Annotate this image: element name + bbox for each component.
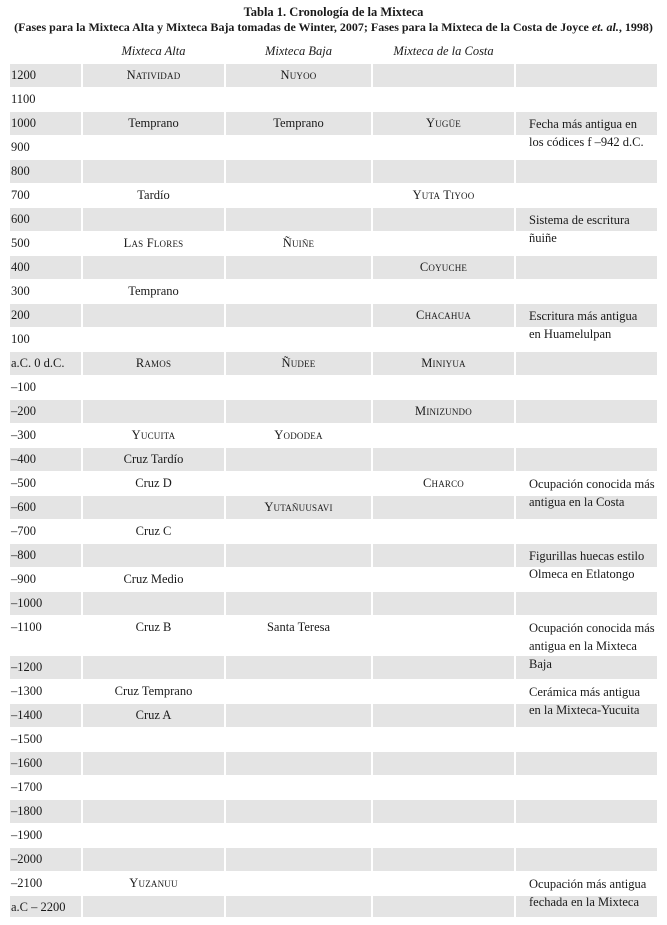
- year-cell: [10, 896, 81, 918]
- year-cell-text: –1200: [11, 660, 43, 674]
- mixteca-alta-cell: [83, 728, 224, 752]
- table-row: [10, 184, 657, 208]
- mixteca-costa-cell: [373, 496, 514, 520]
- mixteca-baja-cell: [226, 304, 371, 328]
- year-cell-text: 900: [11, 140, 30, 154]
- mixteca-baja-cell: [226, 680, 371, 704]
- mixteca-baja-cell-text: Temprano: [273, 116, 324, 130]
- mixteca-alta-cell: [83, 376, 224, 400]
- mixteca-costa-cell: [373, 424, 514, 448]
- table-row: [10, 800, 657, 824]
- mixteca-costa-cell: [373, 88, 514, 112]
- note-text: [529, 683, 661, 719]
- year-cell: [10, 848, 81, 872]
- year-cell: [10, 544, 81, 568]
- table-row: [10, 752, 657, 776]
- note-cell: [516, 752, 657, 776]
- year-cell: [10, 280, 81, 304]
- note-line: Escritura más antigua: [529, 309, 638, 323]
- mixteca-costa-cell: [373, 256, 514, 280]
- note-line: antigua en la Mixteca: [529, 639, 637, 653]
- year-cell: [10, 64, 81, 88]
- mixteca-costa-cell: [373, 544, 514, 568]
- year-cell: [10, 800, 81, 824]
- mixteca-baja-cell: [226, 544, 371, 568]
- mixteca-alta-cell: [83, 872, 224, 896]
- mixteca-costa-cell: [373, 752, 514, 776]
- mixteca-alta-cell-text: Cruz C: [135, 524, 172, 538]
- note-cell: [516, 776, 657, 800]
- year-cell-text: 100: [11, 332, 30, 346]
- year-cell: [10, 872, 81, 896]
- subtitle-pre: (Fases para la Mixteca Alta y Mixteca Baja tomadas de Winter, 2007; Fases para la Mixteca de la Costa de Joyce: [14, 20, 592, 34]
- mixteca-alta-cell-text: Ramos: [135, 356, 172, 370]
- note-cell: [516, 728, 657, 752]
- mixteca-baja-cell: [226, 376, 371, 400]
- note-text: [529, 547, 661, 583]
- year-cell-text: –1500: [11, 732, 43, 746]
- year-cell-text: 700: [11, 188, 30, 202]
- year-cell-text: –2100: [11, 876, 43, 890]
- year-cell: [10, 352, 81, 376]
- note-cell: [516, 184, 657, 208]
- mixteca-baja-cell-text: Yododea: [274, 428, 323, 442]
- year-cell: [10, 496, 81, 520]
- year-cell: [10, 256, 81, 280]
- year-cell-text: 400: [11, 260, 30, 274]
- note-line: Sistema de escritura: [529, 213, 630, 227]
- year-cell: [10, 160, 81, 184]
- mixteca-alta-cell: [83, 328, 224, 352]
- mixteca-alta-cell: [83, 752, 224, 776]
- mixteca-costa-cell: [373, 64, 514, 88]
- note-text: [529, 475, 661, 511]
- mixteca-costa-cell-text: Coyuche: [419, 260, 468, 274]
- table-row: [10, 824, 657, 848]
- note-cell: [516, 520, 657, 544]
- note-line: Baja: [529, 657, 552, 671]
- mixteca-alta-cell: [83, 680, 224, 704]
- mixteca-costa-cell: [373, 824, 514, 848]
- year-cell-text: –300: [11, 428, 36, 442]
- mixteca-baja-cell: [226, 64, 371, 88]
- mixteca-baja-cell: [226, 752, 371, 776]
- mixteca-costa-cell: [373, 848, 514, 872]
- note-line: los códices f –942 d.C.: [529, 135, 644, 149]
- year-cell: [10, 400, 81, 424]
- note-text: [529, 619, 661, 673]
- mixteca-costa-cell: [373, 728, 514, 752]
- mixteca-baja-cell: [226, 232, 371, 256]
- mixteca-costa-cell: [373, 376, 514, 400]
- mixteca-alta-cell-text: Yuzanuu: [129, 876, 178, 890]
- mixteca-alta-cell: [83, 136, 224, 160]
- mixteca-alta-cell: [83, 896, 224, 918]
- year-cell-text: a.C – 2200: [11, 900, 66, 914]
- year-cell-text: –1100: [11, 620, 42, 634]
- note-line: Fecha más antigua en: [529, 117, 637, 131]
- mixteca-costa-cell-text: Chacahua: [416, 308, 471, 322]
- mixteca-costa-cell-text: Yugüe: [425, 116, 462, 130]
- mixteca-baja-cell-text: Ñudee: [281, 356, 316, 370]
- year-cell-text: –1400: [11, 708, 43, 722]
- mixteca-costa-cell: [373, 352, 514, 376]
- mixteca-baja-cell: [226, 848, 371, 872]
- year-cell-text: 300: [11, 284, 30, 298]
- year-cell-text: –900: [11, 572, 36, 586]
- note-cell: [516, 352, 657, 376]
- mixteca-costa-cell: [373, 400, 514, 424]
- table-row: [10, 352, 657, 376]
- year-cell-text: 500: [11, 236, 30, 250]
- subtitle-italic: et. al.: [591, 20, 619, 34]
- mixteca-costa-cell: [373, 472, 514, 496]
- year-cell-text: –800: [11, 548, 36, 562]
- mixteca-alta-cell: [83, 824, 224, 848]
- note-line: en la Mixteca-Yucuita: [529, 703, 640, 717]
- table-row: [10, 424, 657, 448]
- mixteca-alta-cell: [83, 592, 224, 616]
- year-cell-text: a.C. 0 d.C.: [11, 356, 65, 370]
- mixteca-alta-cell: [83, 280, 224, 304]
- year-cell-text: –100: [11, 380, 36, 394]
- year-cell: [10, 472, 81, 496]
- mixteca-baja-cell: [226, 896, 371, 918]
- mixteca-baja-cell: [226, 256, 371, 280]
- year-cell: [10, 376, 81, 400]
- table-row: [10, 256, 657, 280]
- table-row: [10, 64, 657, 88]
- table-row: [10, 848, 657, 872]
- mixteca-alta-cell: [83, 776, 224, 800]
- year-cell: [10, 680, 81, 704]
- year-cell: [10, 824, 81, 848]
- year-cell: [10, 656, 81, 680]
- mixteca-baja-cell: [226, 112, 371, 136]
- note-text: [529, 115, 661, 151]
- year-cell: [10, 448, 81, 472]
- note-cell: [516, 376, 657, 400]
- mixteca-alta-cell: [83, 800, 224, 824]
- mixteca-baja-cell: [226, 160, 371, 184]
- mixteca-baja-cell: [226, 656, 371, 680]
- note-line: Cerámica más antigua: [529, 685, 641, 699]
- mixteca-alta-cell-text: Cruz B: [135, 620, 172, 634]
- mixteca-baja-cell: [226, 616, 371, 656]
- mixteca-costa-cell: [373, 136, 514, 160]
- mixteca-baja-cell-text: Yutañuusavi: [264, 500, 333, 514]
- year-cell-text: –200: [11, 404, 36, 418]
- note-line: Ocupación conocida más: [529, 477, 655, 491]
- mixteca-baja-cell: [226, 448, 371, 472]
- header-mixteca-baja: Mixteca Baja: [265, 44, 332, 58]
- year-cell: [10, 232, 81, 256]
- mixteca-baja-cell-text: Nuyoo: [280, 68, 317, 82]
- year-cell-text: 600: [11, 212, 30, 226]
- mixteca-baja-cell: [226, 208, 371, 232]
- mixteca-baja-cell: [226, 136, 371, 160]
- year-cell-text: –1300: [11, 684, 43, 698]
- mixteca-baja-cell: [226, 328, 371, 352]
- mixteca-alta-cell: [83, 352, 224, 376]
- mixteca-alta-cell-text: Temprano: [128, 284, 179, 298]
- mixteca-baja-cell: [226, 872, 371, 896]
- year-cell: [10, 568, 81, 592]
- mixteca-alta-cell-text: Cruz D: [135, 476, 172, 490]
- mixteca-alta-cell-text: Cruz Tardío: [123, 452, 184, 466]
- mixteca-costa-cell-text: Charco: [422, 476, 465, 490]
- note-cell: [516, 280, 657, 304]
- mixteca-alta-cell: [83, 184, 224, 208]
- mixteca-baja-cell: [226, 568, 371, 592]
- mixteca-alta-cell: [83, 208, 224, 232]
- table-row: [10, 160, 657, 184]
- mixteca-baja-cell: [226, 352, 371, 376]
- year-cell-text: –1000: [11, 596, 43, 610]
- year-cell: [10, 752, 81, 776]
- year-cell: [10, 424, 81, 448]
- note-line: en Huamelulpan: [529, 327, 612, 341]
- mixteca-alta-cell-text: Cruz Temprano: [114, 684, 193, 698]
- note-cell: [516, 592, 657, 616]
- mixteca-costa-cell: [373, 656, 514, 680]
- mixteca-baja-cell: [226, 88, 371, 112]
- mixteca-costa-cell: [373, 800, 514, 824]
- mixteca-costa-cell: [373, 280, 514, 304]
- year-cell: [10, 304, 81, 328]
- note-cell: [516, 848, 657, 872]
- mixteca-alta-cell: [83, 424, 224, 448]
- note-cell: [516, 64, 657, 88]
- year-cell: [10, 328, 81, 352]
- mixteca-alta-cell-text: Cruz A: [135, 708, 172, 722]
- year-cell: [10, 136, 81, 160]
- mixteca-alta-cell-text: Las Flores: [123, 236, 184, 250]
- year-cell-text: –400: [11, 452, 36, 466]
- subtitle-post: , 1998): [618, 20, 653, 34]
- table-row: [10, 592, 657, 616]
- year-cell: [10, 776, 81, 800]
- mixteca-alta-cell-text: Temprano: [128, 116, 179, 130]
- year-cell-text: –2000: [11, 852, 43, 866]
- mixteca-alta-cell: [83, 112, 224, 136]
- note-text: [529, 211, 661, 247]
- mixteca-baja-cell: [226, 592, 371, 616]
- mixteca-alta-cell: [83, 64, 224, 88]
- mixteca-costa-cell: [373, 872, 514, 896]
- table-row: [10, 280, 657, 304]
- mixteca-alta-cell-text: Natividad: [126, 68, 181, 82]
- year-cell-text: –1800: [11, 804, 43, 818]
- table-subtitle: [0, 19, 667, 35]
- mixteca-alta-cell: [83, 704, 224, 728]
- mixteca-baja-cell: [226, 776, 371, 800]
- mixteca-costa-cell: [373, 328, 514, 352]
- year-cell-text: –1700: [11, 780, 43, 794]
- mixteca-costa-cell: [373, 304, 514, 328]
- mixteca-costa-cell: [373, 568, 514, 592]
- mixteca-alta-cell-text: Tardío: [137, 188, 170, 202]
- table-row: [10, 728, 657, 752]
- mixteca-costa-cell: [373, 232, 514, 256]
- mixteca-alta-cell: [83, 656, 224, 680]
- mixteca-costa-cell: [373, 520, 514, 544]
- note-cell: [516, 160, 657, 184]
- mixteca-costa-cell: [373, 896, 514, 918]
- mixteca-alta-cell: [83, 160, 224, 184]
- table-row: [10, 448, 657, 472]
- mixteca-baja-cell: [226, 496, 371, 520]
- header-mixteca-costa: Mixteca de la Costa: [393, 44, 494, 58]
- mixteca-baja-cell: [226, 800, 371, 824]
- year-cell: [10, 112, 81, 136]
- mixteca-costa-cell: [373, 680, 514, 704]
- table-row: [10, 520, 657, 544]
- mixteca-baja-cell: [226, 520, 371, 544]
- note-cell: [516, 88, 657, 112]
- note-cell: [516, 424, 657, 448]
- mixteca-alta-cell: [83, 544, 224, 568]
- mixteca-alta-cell: [83, 472, 224, 496]
- mixteca-baja-cell: [226, 184, 371, 208]
- note-cell: [516, 824, 657, 848]
- mixteca-costa-cell: [373, 448, 514, 472]
- year-cell-text: –700: [11, 524, 36, 538]
- mixteca-alta-cell: [83, 88, 224, 112]
- mixteca-costa-cell: [373, 184, 514, 208]
- year-cell: [10, 88, 81, 112]
- year-cell: [10, 704, 81, 728]
- mixteca-alta-cell: [83, 520, 224, 544]
- table-header: [10, 41, 657, 64]
- mixteca-baja-cell: [226, 704, 371, 728]
- table-row: [10, 376, 657, 400]
- mixteca-costa-cell: [373, 160, 514, 184]
- year-cell: [10, 592, 81, 616]
- mixteca-costa-cell: [373, 208, 514, 232]
- note-line: Figurillas huecas estilo: [529, 549, 645, 563]
- year-cell-text: 1200: [11, 68, 36, 82]
- table-row: [10, 400, 657, 424]
- mixteca-alta-cell: [83, 304, 224, 328]
- year-cell-text: 1000: [11, 116, 36, 130]
- note-text: [529, 307, 661, 343]
- year-cell: [10, 184, 81, 208]
- year-cell-text: 1100: [11, 92, 36, 106]
- mixteca-alta-cell: [83, 496, 224, 520]
- mixteca-costa-cell: [373, 112, 514, 136]
- note-line: Ocupación conocida más: [529, 621, 655, 635]
- mixteca-costa-cell: [373, 592, 514, 616]
- mixteca-alta-cell: [83, 232, 224, 256]
- note-line: ñuiñe: [529, 231, 557, 245]
- note-line: antigua en la Costa: [529, 495, 625, 509]
- header-mixteca-alta: Mixteca Alta: [121, 44, 186, 58]
- mixteca-baja-cell: [226, 824, 371, 848]
- year-cell: [10, 616, 81, 656]
- mixteca-costa-cell-text: Yuta Tiyoo: [412, 188, 475, 202]
- mixteca-baja-cell: [226, 400, 371, 424]
- mixteca-costa-cell-text: Miniyua: [421, 356, 466, 370]
- year-cell: [10, 208, 81, 232]
- mixteca-costa-cell: [373, 776, 514, 800]
- mixteca-baja-cell-text: Ñuiñe: [282, 236, 315, 250]
- mixteca-costa-cell-text: Minizundo: [415, 404, 472, 418]
- mixteca-alta-cell: [83, 256, 224, 280]
- mixteca-alta-cell-text: Yucuita: [131, 428, 176, 442]
- table-row: [10, 776, 657, 800]
- mixteca-alta-cell: [83, 448, 224, 472]
- year-cell-text: –600: [11, 500, 36, 514]
- mixteca-alta-cell-text: Cruz Medio: [123, 572, 184, 586]
- year-cell: [10, 520, 81, 544]
- year-cell-text: –500: [11, 476, 36, 490]
- mixteca-alta-cell: [83, 848, 224, 872]
- mixteca-costa-cell: [373, 616, 514, 656]
- note-text: [529, 875, 661, 911]
- mixteca-baja-cell: [226, 280, 371, 304]
- mixteca-baja-cell: [226, 728, 371, 752]
- table-title: Tabla 1. Cronología de la Mixteca: [243, 5, 424, 19]
- mixteca-costa-cell: [373, 704, 514, 728]
- year-cell: [10, 728, 81, 752]
- mixteca-baja-cell: [226, 424, 371, 448]
- mixteca-baja-cell: [226, 472, 371, 496]
- note-cell: [516, 448, 657, 472]
- table-row: [10, 88, 657, 112]
- note-line: fechada en la Mixteca: [529, 895, 640, 909]
- mixteca-alta-cell: [83, 568, 224, 592]
- mixteca-alta-cell: [83, 616, 224, 656]
- note-cell: [516, 400, 657, 424]
- year-cell-text: 800: [11, 164, 30, 178]
- note-cell: [516, 800, 657, 824]
- year-cell-text: –1600: [11, 756, 43, 770]
- mixteca-baja-cell-text: Santa Teresa: [266, 620, 331, 634]
- year-cell-text: 200: [11, 308, 30, 322]
- year-cell-text: –1900: [11, 828, 43, 842]
- mixteca-alta-cell: [83, 400, 224, 424]
- note-line: Ocupación más antigua: [529, 877, 647, 891]
- note-line: Olmeca en Etlatongo: [529, 567, 635, 581]
- note-cell: [516, 256, 657, 280]
